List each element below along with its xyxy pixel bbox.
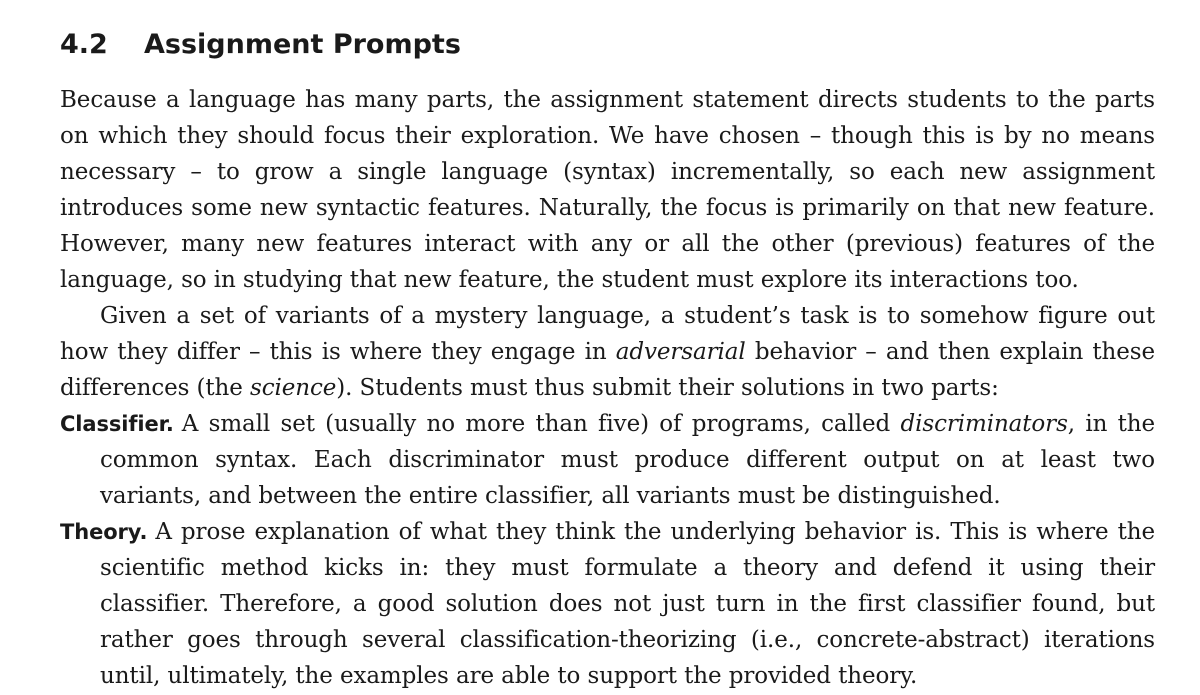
description-text: A small set (usually no more than five) of programs, called (181, 411, 901, 437)
section-heading (60, 22, 1155, 68)
description-item-theory (60, 514, 1155, 694)
description-term-theory: Theory. (60, 520, 148, 544)
section-number: 4.2 (60, 29, 108, 60)
document-page (60, 22, 1155, 694)
paragraph-text: ). Students must thus submit their solutions in two parts: (336, 375, 999, 401)
paragraph-text: Given a set of variants of a mystery language, a student’s task is to somehow figure out how they differ – this is where they engage in (60, 303, 1155, 365)
paragraph-student-task (60, 298, 1155, 406)
emphasis-science: science (250, 375, 337, 401)
section-title: Assignment Prompts (144, 29, 461, 60)
paragraph-language-parts: Because a language has many parts, the assignment statement directs students to the parts on which they should focus their exploration. We have chosen – though this is by no means necessary – to grow a single language (syntax) incrementally, so each new assignment introduces some new syntactic features. Naturally, the focus is primarily on that new feature. However, many new features interact with any or all the other (previous) features of the language, so in studying that new feature, the student must explore its interactions too. (60, 87, 1155, 293)
description-text: , in the common syntax. Each discriminator must produce different output on at least two variants, and between the entire classifier, all variants must be distinguished. (100, 411, 1155, 509)
emphasis-adversarial: adversarial (615, 339, 746, 365)
description-term-classifier: Classifier. (60, 412, 174, 436)
description-item-classifier (60, 406, 1155, 514)
emphasis-discriminators: discriminators (900, 411, 1068, 437)
description-text: A prose explanation of what they think the underlying behavior is. This is where the scientific method kicks in: they must formulate a theory and defend it using their classifier. Therefore, a good solution does not just turn in the first classifier found, but rather goes through several classification-theorizing (i.e., concrete-abstract) iterations until, ultimately, the examples are able to support the provided theory. (100, 519, 1155, 689)
paragraph-text: behavior – and then explain these differences (the (60, 339, 1155, 401)
